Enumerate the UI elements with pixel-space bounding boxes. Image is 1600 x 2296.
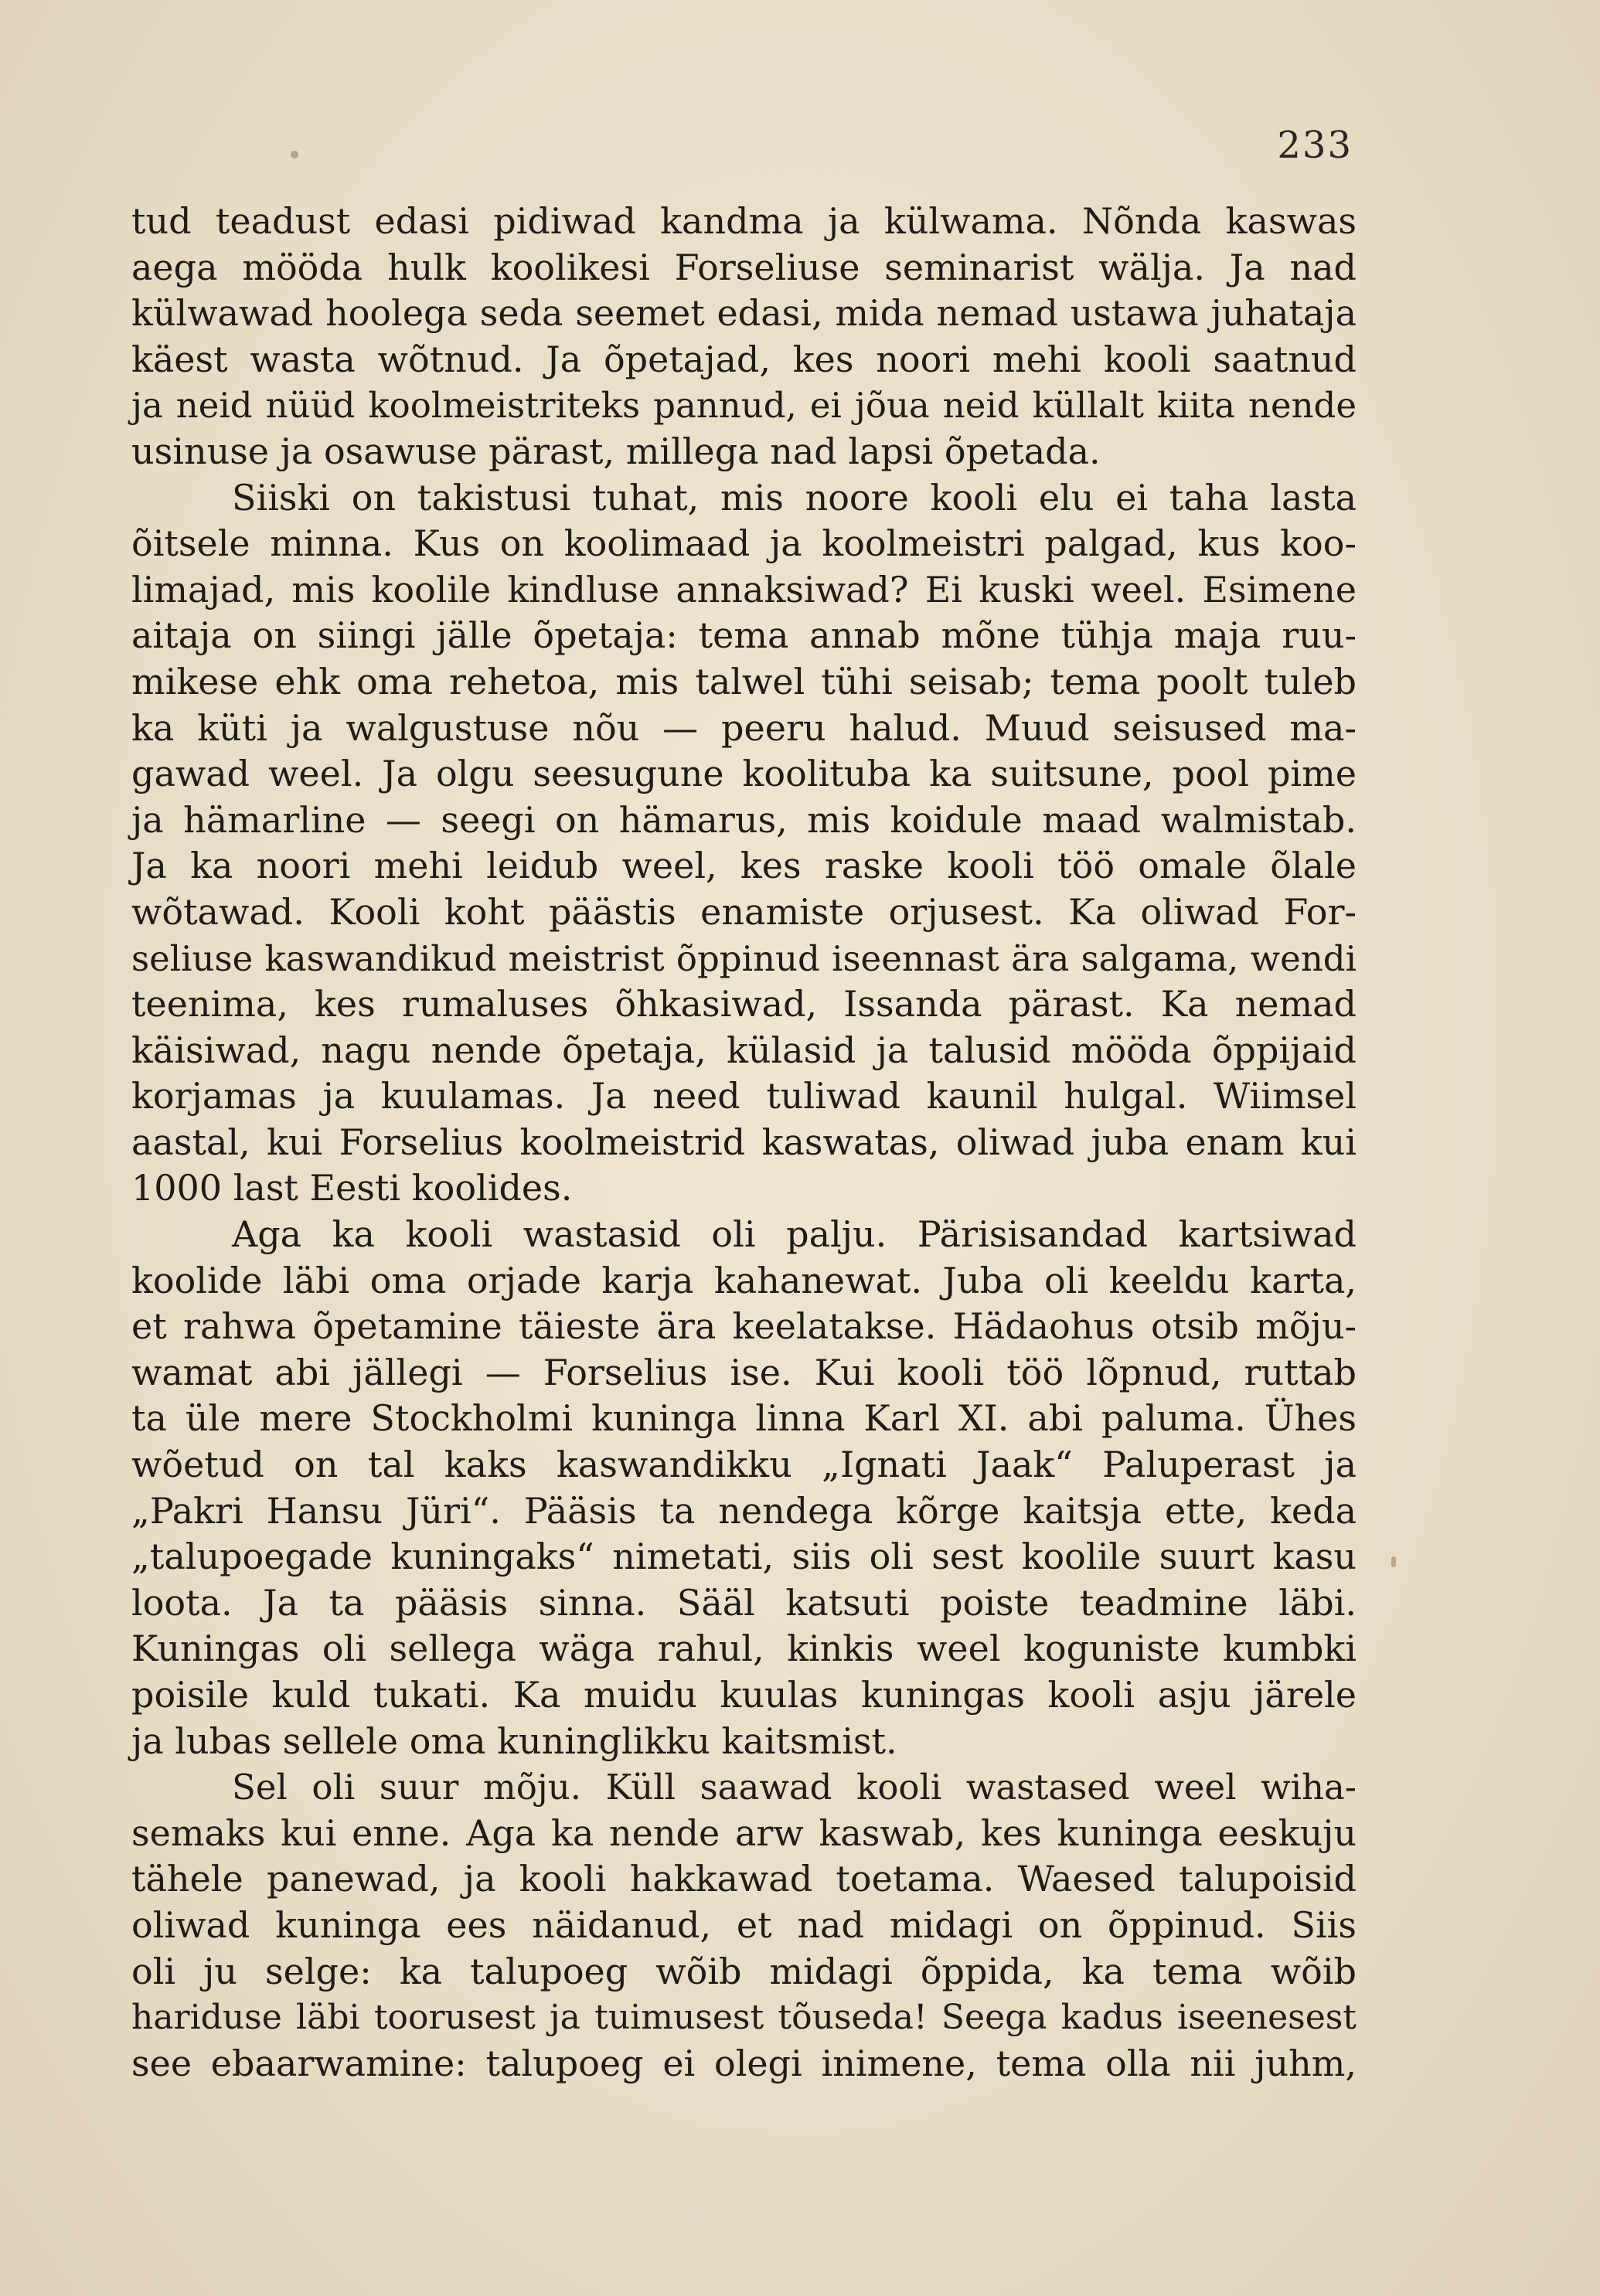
text-line: Ja ka noori mehi leidub weel, kes raske kooli töö omale õlale xyxy=(131,845,1357,887)
text-line: „Pakri Hansu Jüri“. Pääsis ta nendega kõrge kaitsja ette, keda xyxy=(131,1489,1357,1532)
text-line: Kuningas oli sellega wäga rahul, kinkis weel koguniste kumbki xyxy=(131,1628,1357,1670)
text-line: aega mööda hulk koolikesi Forseliuse seminarist wälja. Ja nad xyxy=(131,246,1357,288)
text-line: koolide läbi oma orjade karja kahanewat. Juba oli keeldu karta, xyxy=(131,1259,1357,1301)
text-line: teenima, kes rumaluses õhkasiwad, Issanda pärast. Ka nemad xyxy=(131,983,1357,1026)
text-line: tud teadust edasi pidiwad kandma ja külwama. Nõnda kaswas xyxy=(131,200,1357,242)
text-line: Aga ka kooli wastasid oli palju. Pärisisandad kartsiwad xyxy=(232,1213,1357,1256)
margin-speck xyxy=(1391,1556,1396,1567)
text-line: käisiwad, nagu nende õpetaja, külasid ja talusid mööda õppijaid xyxy=(131,1029,1357,1071)
text-line: ta üle mere Stockholmi kuninga linna Karl XI. abi paluma. Ühes xyxy=(131,1397,1357,1440)
text-line: wõtawad. Kooli koht päästis enamiste orjusest. Ka oliwad For- xyxy=(131,890,1357,933)
text-line: aitaja on siingi jälle õpetaja: tema annab mõne tühja maja ruu- xyxy=(131,614,1357,657)
text-line: poisile kuld tukati. Ka muidu kuulas kuningas kooli asju järele xyxy=(131,1674,1357,1716)
text-line: wõetud on tal kaks kaswandikku „Ignati Jaak“ Paluperast ja xyxy=(131,1444,1357,1486)
print-speck xyxy=(291,151,298,158)
text-line: mikese ehk oma rehetoa, mis talwel tühi seisab; tema poolt tuleb xyxy=(131,660,1357,702)
text-line: ja lubas sellele oma kuninglikku kaitsmist. xyxy=(131,1719,897,1762)
text-line: et rahwa õpetamine täieste ära keelatakse. Hädaohus otsib mõju- xyxy=(131,1305,1357,1348)
body-text xyxy=(131,199,1357,2087)
text-line: õitsele minna. Kus on koolimaad ja koolmeistri palgad, kus koo- xyxy=(131,522,1357,565)
text-line: gawad weel. Ja olgu seesugune koolituba ka suitsune, pool pime xyxy=(131,753,1357,795)
text-line: tähele panewad, ja kooli hakkawad toetama. Waesed talupoisid xyxy=(131,1858,1357,1900)
text-line: ka küti ja walgustuse nõu — peeru halud. Muud seisused ma- xyxy=(131,706,1357,749)
text-line: Siiski on takistusi tuhat, mis noore kooli elu ei taha lasta xyxy=(232,476,1357,519)
text-line: oliwad kuninga ees näidanud, et nad midagi on õppinud. Siis xyxy=(131,1903,1357,1946)
text-line: „talupoegade kuningaks“ nimetati, siis oli sest koolile suurt kasu xyxy=(131,1536,1357,1578)
text-line: wamat abi jällegi — Forselius ise. Kui kooli töö lõpnud, ruttab xyxy=(131,1351,1357,1393)
text-line: seliuse kaswandikud meistrist õppinud iseennast ära salgama, wendi xyxy=(131,937,1357,979)
text-line: ja hämarline — seegi on hämarus, mis koidule maad walmistab. xyxy=(131,798,1357,841)
text-line: hariduse läbi toorusest ja tuimusest tõuseda! Seega kadus iseenesest xyxy=(131,1998,1357,2038)
text-line: limajad, mis koolile kindluse annaksiwad? Ei kuski weel. Esimene xyxy=(131,568,1357,611)
text-line: käest wasta wõtnud. Ja õpetajad, kes noori mehi kooli saatnud xyxy=(131,338,1357,380)
text-line: oli ju selge: ka talupoeg wõib midagi õppida, ka tema wõib xyxy=(131,1950,1357,1992)
text-line: aastal, kui Forselius koolmeistrid kaswatas, oliwad juba enam kui xyxy=(131,1121,1357,1163)
text-line: usinuse ja osawuse pärast, millega nad lapsi õpetada. xyxy=(131,430,1101,472)
text-line: korjamas ja kuulamas. Ja need tuliwad kaunil hulgal. Wiimsel xyxy=(131,1075,1357,1117)
text-line: loota. Ja ta pääsis sinna. Sääl katsuti poiste teadmine läbi. xyxy=(131,1581,1357,1624)
text-line: Sel oli suur mõju. Küll saawad kooli wastased weel wiha- xyxy=(232,1767,1357,1808)
text-line: semaks kui enne. Aga ka nende arw kaswab, kes kuninga eeskuju xyxy=(131,1811,1357,1854)
text-line: 1000 last Eesti koolides. xyxy=(131,1167,573,1209)
text-line: ja neid nüüd koolmeistriteks pannud, ei jõua neid küllalt kiita nende xyxy=(131,385,1357,427)
text-line: see ebaarwamine: talupoeg ei olegi inimene, tema olla nii juhm, xyxy=(131,2042,1357,2084)
page-number: 233 xyxy=(1277,124,1353,167)
text-line: külwawad hoolega seda seemet edasi, mida nemad ustawa juhataja xyxy=(131,292,1357,335)
